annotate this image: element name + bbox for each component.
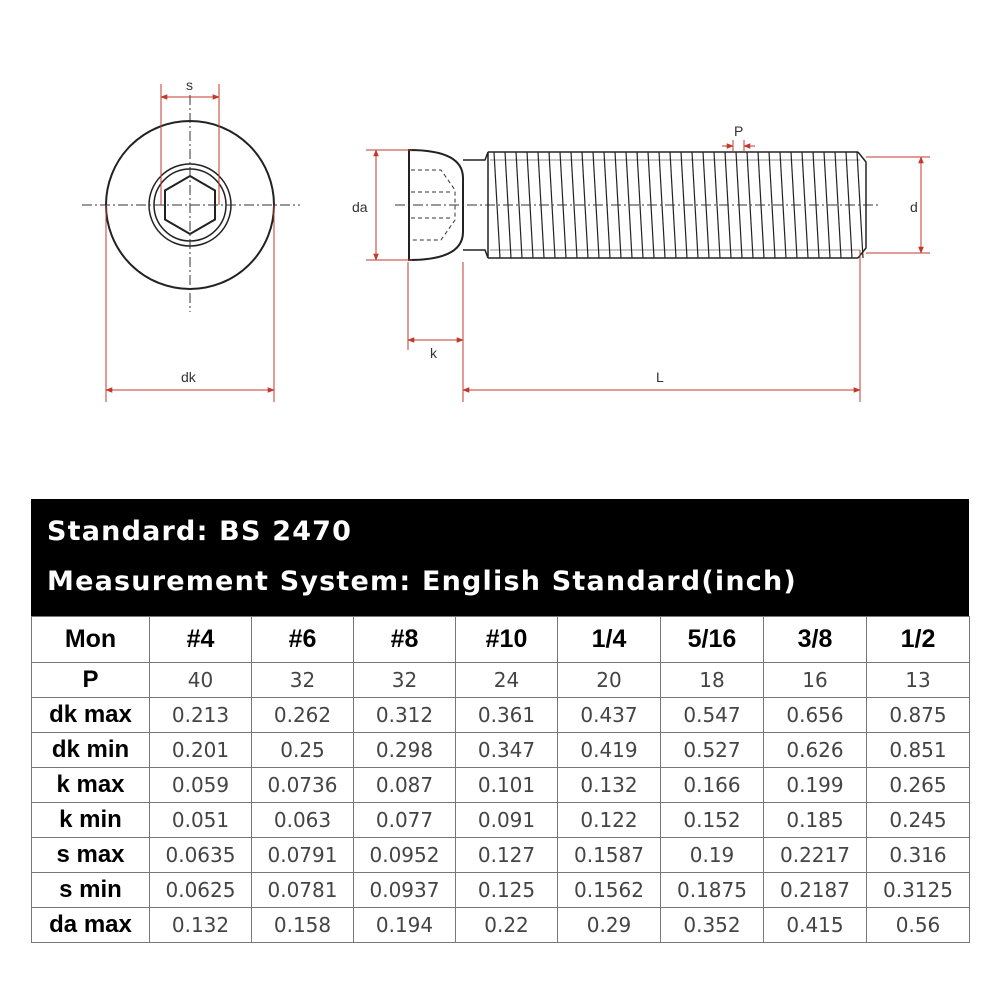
table-row (32, 908, 970, 943)
table-cell: 0.245 (867, 803, 970, 838)
table-cell: 13 (867, 663, 970, 698)
label-da: da (352, 199, 368, 215)
table-cell: 0.1587 (558, 838, 661, 873)
table-cell: 0.0781 (252, 873, 354, 908)
table-cell: 0.087 (354, 768, 456, 803)
label-P: P (734, 123, 744, 139)
column-header: #10 (456, 617, 558, 663)
table-cell: 24 (456, 663, 558, 698)
row-label: da max (32, 908, 150, 943)
row-label: P (32, 663, 150, 698)
table-cell: 0.656 (764, 698, 867, 733)
label-L: L (656, 369, 664, 385)
table-cell: 0.316 (867, 838, 970, 873)
table-cell: 0.101 (456, 768, 558, 803)
table-cell: 0.091 (456, 803, 558, 838)
standard-title: Standard: BS 2470 (47, 516, 353, 547)
table-cell: 0.0736 (252, 768, 354, 803)
table-cell: 0.194 (354, 908, 456, 943)
column-header: #6 (252, 617, 354, 663)
table-row (32, 733, 970, 768)
table-cell: 0.22 (456, 908, 558, 943)
table-cell: 0.132 (150, 908, 252, 943)
table-cell: 0.851 (867, 733, 970, 768)
row-label: k max (32, 768, 150, 803)
table-cell: 0.875 (867, 698, 970, 733)
column-header: 1/2 (867, 617, 970, 663)
label-k: k (430, 345, 437, 361)
head-end-view (82, 95, 300, 312)
table-cell: 0.1875 (661, 873, 764, 908)
row-label: s min (32, 873, 150, 908)
table-cell: 0.265 (867, 768, 970, 803)
table-cell: 0.185 (764, 803, 867, 838)
table-cell: 0.352 (661, 908, 764, 943)
table-cell: 0.213 (150, 698, 252, 733)
table-cell: 0.29 (558, 908, 661, 943)
table-cell: 0.419 (558, 733, 661, 768)
table-row (32, 768, 970, 803)
table-cell: 0.2217 (764, 838, 867, 873)
spec-header (31, 499, 969, 616)
table-cell: 0.132 (558, 768, 661, 803)
table-cell: 0.262 (252, 698, 354, 733)
dimension-da (366, 150, 412, 260)
table-cell: 0.298 (354, 733, 456, 768)
table-cell: 0.626 (764, 733, 867, 768)
dimension-k (408, 262, 463, 402)
label-dk: dk (181, 369, 196, 385)
table-cell: 0.0791 (252, 838, 354, 873)
table-cell: 40 (150, 663, 252, 698)
table-cell: 0.063 (252, 803, 354, 838)
table-cell: 0.059 (150, 768, 252, 803)
table-cell: 0.2187 (764, 873, 867, 908)
table-cell: 18 (661, 663, 764, 698)
table-cell: 16 (764, 663, 867, 698)
table-cell: 0.166 (661, 768, 764, 803)
table-row (32, 698, 970, 733)
table-cell: 0.077 (354, 803, 456, 838)
table-cell: 0.127 (456, 838, 558, 873)
table-cell: 32 (252, 663, 354, 698)
table-row (32, 663, 970, 698)
table-cell: 0.547 (661, 698, 764, 733)
row-label: dk max (32, 698, 150, 733)
row-label: s max (32, 838, 150, 873)
table-cell: 0.25 (252, 733, 354, 768)
table-cell: 0.527 (661, 733, 764, 768)
table-cell: 0.158 (252, 908, 354, 943)
column-header: 3/8 (764, 617, 867, 663)
measurement-system-title: Measurement System: English Standard(inch) (47, 566, 797, 597)
table-cell: 0.347 (456, 733, 558, 768)
bolt-technical-drawing (0, 0, 1000, 470)
table-cell: 0.0937 (354, 873, 456, 908)
column-header-size-label: Mon (32, 617, 150, 663)
table-cell: 0.415 (764, 908, 867, 943)
dimension-d (866, 157, 930, 253)
table-header-row (32, 617, 970, 663)
column-header: #8 (354, 617, 456, 663)
table-cell: 0.1562 (558, 873, 661, 908)
row-label: dk min (32, 733, 150, 768)
spec-table (31, 616, 970, 943)
table-row (32, 838, 970, 873)
table-cell: 0.051 (150, 803, 252, 838)
table-cell: 0.361 (456, 698, 558, 733)
table-cell: 0.0952 (354, 838, 456, 873)
row-label: k min (32, 803, 150, 838)
label-d: d (910, 199, 918, 215)
table-cell: 0.56 (867, 908, 970, 943)
table-cell: 0.0625 (150, 873, 252, 908)
table-cell: 0.152 (661, 803, 764, 838)
table-row (32, 873, 970, 908)
bolt-side-view (395, 150, 880, 260)
table-cell: 0.3125 (867, 873, 970, 908)
column-header: 1/4 (558, 617, 661, 663)
table-cell: 0.122 (558, 803, 661, 838)
spec-table-panel (31, 499, 969, 943)
table-cell: 0.125 (456, 873, 558, 908)
table-cell: 0.199 (764, 768, 867, 803)
column-header: #4 (150, 617, 252, 663)
dimension-P (722, 140, 755, 153)
table-cell: 20 (558, 663, 661, 698)
column-header: 5/16 (661, 617, 764, 663)
table-cell: 0.437 (558, 698, 661, 733)
table-cell: 32 (354, 663, 456, 698)
label-s: s (186, 77, 193, 93)
table-cell: 0.0635 (150, 838, 252, 873)
table-cell: 0.312 (354, 698, 456, 733)
table-row (32, 803, 970, 838)
table-cell: 0.19 (661, 838, 764, 873)
table-cell: 0.201 (150, 733, 252, 768)
